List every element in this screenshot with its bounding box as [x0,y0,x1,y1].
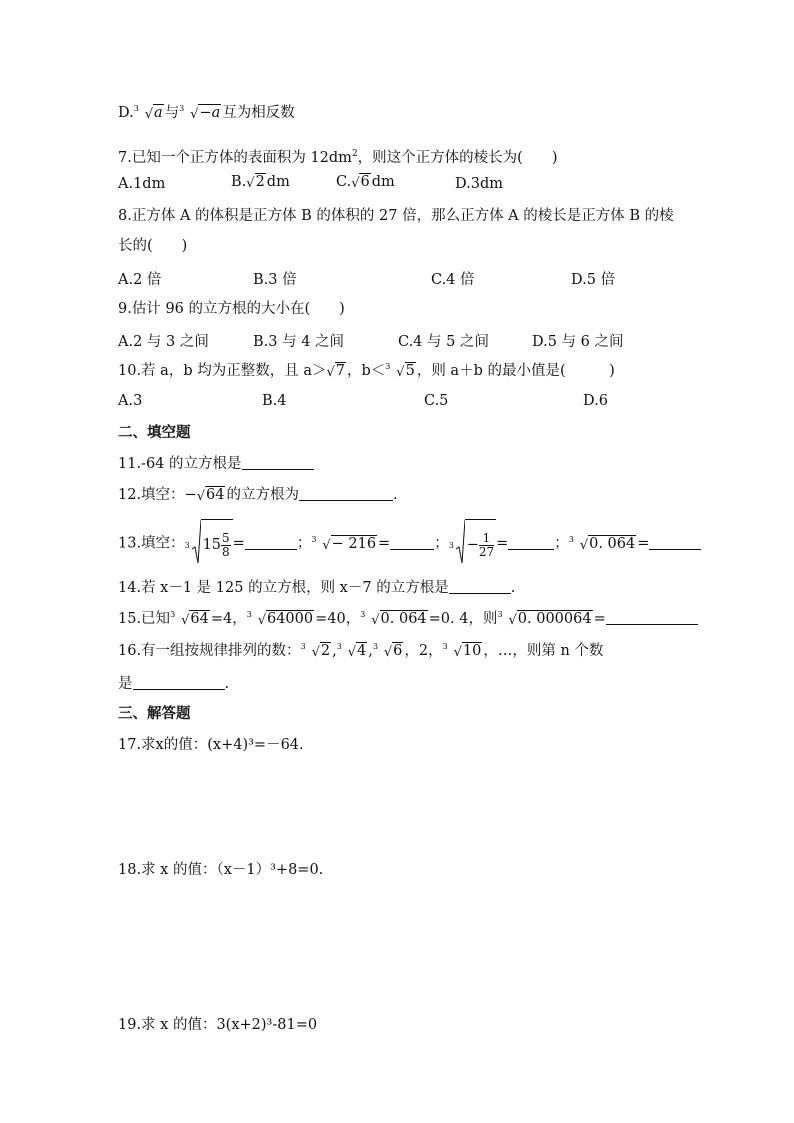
question-10: 10.若 a，b 均为正整数，且 a＞√7 ，b＜ 3 √5 ，则 a＋b 的最小值是( ) [118,362,615,380]
q10-option-d: D.6 [583,393,608,409]
answer-blank[interactable] [508,535,554,550]
question-8-line2: 长的( ) [118,238,188,254]
q9-option-c: C.4 与 5 之间 [398,334,489,350]
q7-option-b: B.√2 dm [231,174,290,191]
q7-option-c: C.√6 dm [336,174,395,191]
q10-option-b: B.4 [262,393,287,409]
question-9: 9.估计 96 的立方根的大小在( ) [118,301,345,317]
question-14: 14.若 x－1 是 125 的立方根，则 x－7 的立方根是 . [118,580,516,596]
answer-blank[interactable] [245,535,297,550]
q9-option-a: A.2 与 3 之间 [118,334,209,350]
q8-option-b: B.3 倍 [253,272,297,288]
answer-blank[interactable] [133,675,225,690]
question-19: 19.求 x 的值：3(x+2)³-81=0 [118,1017,318,1033]
section-answer-heading: 三、解答题 [118,706,191,722]
question-8-line1: 8.正方体 A 的体积是正方体 B 的体积的 27 倍，那么正方体 A 的棱长是正方体 B 的棱 [118,208,674,224]
question-18: 18.求 x 的值：（x－1）³+8=0. [118,862,324,878]
q6-option-d: D. 3 √a 与 3 √−a 互为相反数 [118,104,295,122]
question-17: 17.求x的值：(x+4)³=－64. [118,737,304,753]
section-fill-in-heading: 二、填空题 [118,425,191,441]
question-7: 7.已知一个正方体的表面积为 $12dm^2$，则这个正方体的棱长为( ) [118,149,558,166]
question-11: 11.-64 的立方根是 [118,454,314,474]
question-15: 15.已知 3 √64 =4， 3 √64000 =40， 3 √0. 064 =0. 4，则 3 √0. 000064 = [118,609,698,631]
answer-blank[interactable] [449,579,511,594]
answer-blank[interactable] [606,610,698,625]
question-16-line1: 16.有一组按规律排列的数： 3 √2 , 3 √4 , 3 √6 ，2， 3 √10 ，…，则第 n 个数 [118,642,604,660]
q7-option-a: A.1dm [118,176,166,192]
question-12: 12.填空：−√64 的立方根为 . [118,487,398,504]
q8-option-c: C.4 倍 [431,272,475,288]
question-16-line2: 是 . [118,676,230,692]
q9-option-d: D.5 与 6 之间 [532,334,624,350]
answer-blank[interactable] [390,535,434,550]
q7-option-d: D.3dm [455,176,503,192]
answer-blank[interactable] [242,455,314,470]
q10-option-c: C.5 [424,393,449,409]
answer-blank[interactable] [299,486,393,501]
q8-option-d: D.5 倍 [571,272,616,288]
q9-option-b: B.3 与 4 之间 [253,334,345,350]
q8-option-a: A.2 倍 [118,272,162,288]
question-13: 13.填空： 3 15 $\frac{5}{8}$ = ； 3 √− 216 = ； 3 − $\frac{1}{27}$ = ； 3 √0. 064 = [118,519,701,565]
q10-option-a: A.3 [118,393,143,409]
answer-blank[interactable] [649,535,701,550]
